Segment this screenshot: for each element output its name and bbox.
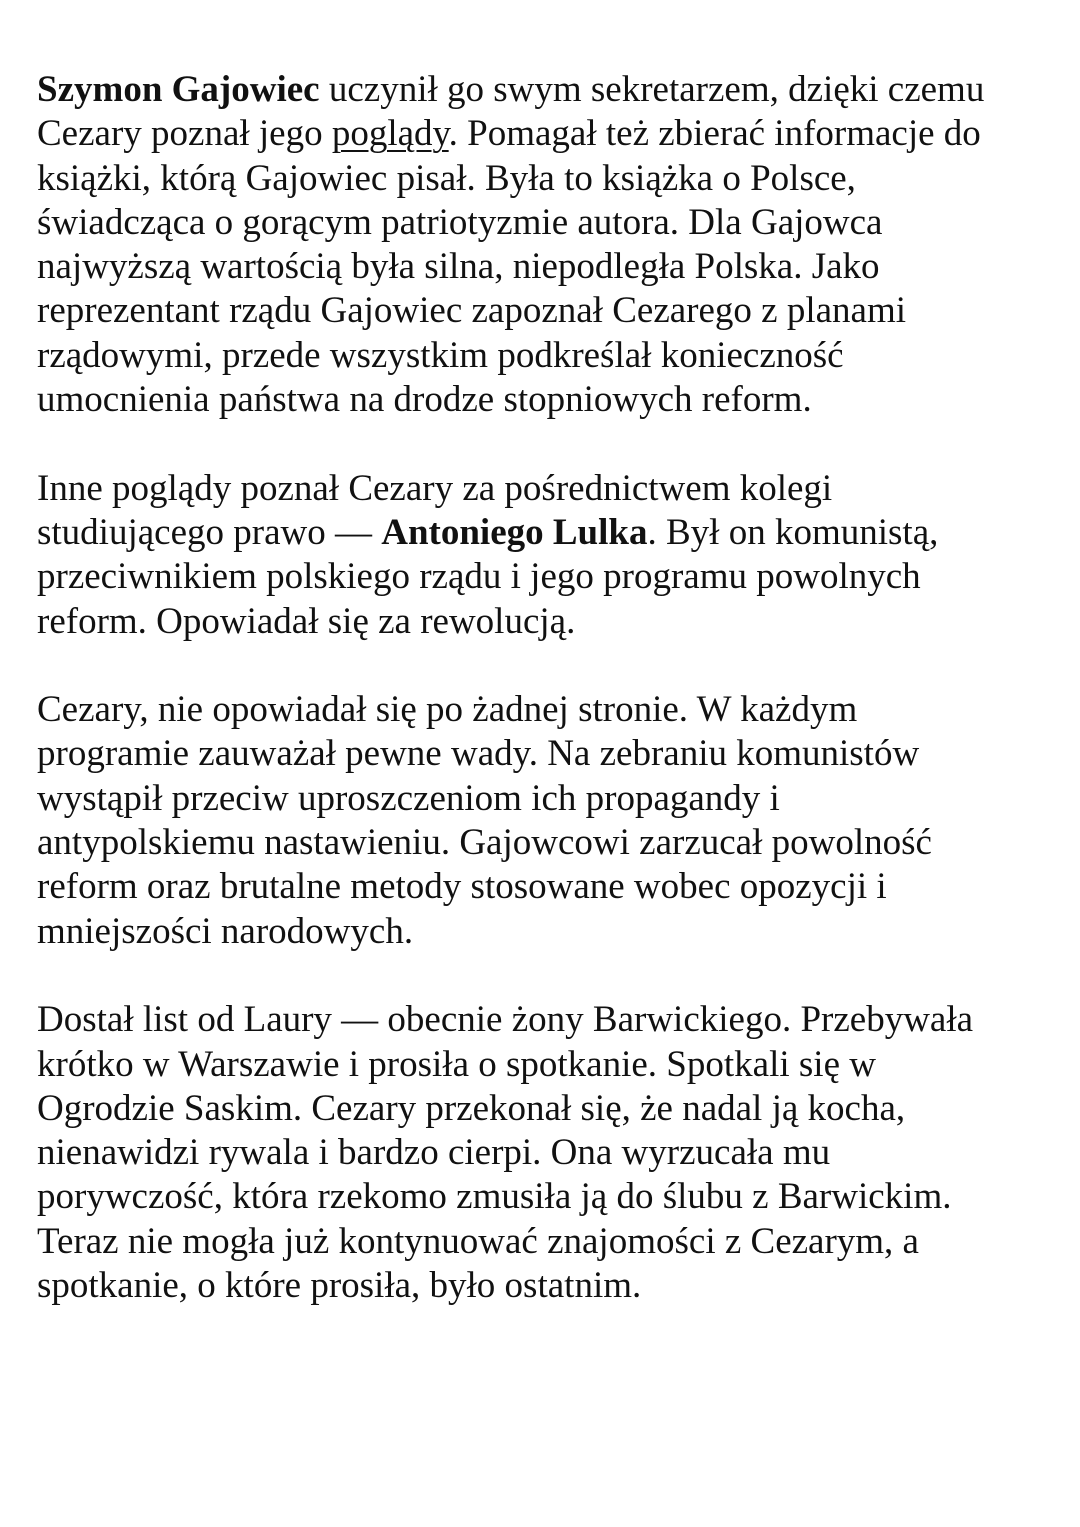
text-line [37,334,1047,378]
text-segment: reform oraz brutalne metody stosowane wobec opozycji i [37,866,887,908]
text-line [37,1043,1047,1087]
text-segment: spotkanie, o które prosiła, było ostatnim. [37,1265,642,1307]
text-segment: świadcząca o gorącym patriotyzmie autora. Dla Gajowca [37,201,883,243]
text-segment: Teraz nie mogła już kontynuować znajomości z Cezarym, a [37,1220,919,1262]
text-segment: porywczość, która rzekomo zmusiła ją do ślubu z Barwickim. [37,1176,952,1218]
text-line [37,1264,1047,1308]
text-line [37,1131,1047,1175]
text-line [37,821,1047,865]
text-line [37,68,1047,112]
text-line [37,112,1047,156]
text-line [37,1175,1047,1219]
text-segment: Dostał list od Laury — obecnie żony Barwickiego. Przebywała [37,999,974,1041]
text-segment: nienawidzi rywala i bardzo cierpi. Ona wyrzucała mu [37,1132,831,1174]
text-line [37,1220,1047,1264]
text-segment: krótko w Warszawie i prosiła o spotkanie. Spotkali się w [37,1043,876,1085]
bold-name: Szymon Gajowiec [37,69,320,110]
text-segment: studiującego prawo — [37,511,382,553]
text-segment: Cezary, nie opowiadał się po żadnej stronie. W każdym [37,689,858,731]
text-segment: reform. Opowiadał się za rewolucją. [37,600,576,642]
text-line [37,157,1047,201]
text-segment: . Pomagał też zbierać informacje do [448,113,981,155]
text-segment: książki, którą Gajowiec pisał. Była to książka o Polsce, [37,157,856,199]
text-segment: Cezary poznał jego [37,113,332,155]
text-line [37,688,1047,732]
text-line [37,555,1047,599]
paragraph [37,467,1047,644]
text-segment: antypolskiemu nastawieniu. Gajowcowi zarzucał powolność [37,822,932,864]
text-segment: wystąpił przeciw uproszczeniom ich propagandy i [37,777,780,819]
text-line [37,511,1047,555]
document-page [37,68,1047,1308]
text-segment: uczynił go swym sekretarzem, dzięki czemu [319,69,985,110]
paragraph [37,688,1047,954]
text-segment: programie zauważał pewne wady. Na zebraniu komunistów [37,733,920,775]
text-segment: rządowymi, przede wszystkim podkreślał konieczność [37,334,844,376]
text-line [37,289,1047,333]
text-line [37,732,1047,776]
paragraph [37,998,1047,1308]
text-segment: Inne poglądy poznał Cezary za pośrednictwem kolegi [37,467,833,509]
text-line [37,998,1047,1042]
text-line [37,378,1047,422]
paragraph [37,68,1047,422]
text-line [37,910,1047,954]
poglady-link[interactable]: poglądy [331,113,449,155]
text-line [37,201,1047,245]
text-line [37,467,1047,511]
text-segment: najwyższą wartością była silna, niepodległa Polska. Jako [37,246,880,288]
text-line [37,865,1047,909]
text-line [37,1087,1047,1131]
text-line [37,245,1047,289]
bold-name: Antoniego Lulka [381,511,648,553]
text-segment: . Był on komunistą, [647,511,939,553]
text-line [37,600,1047,644]
text-segment: Ogrodzie Saskim. Cezary przekonał się, że nadal ją kocha, [37,1087,906,1129]
text-segment: przeciwnikiem polskiego rządu i jego programu powolnych [37,556,921,598]
text-line [37,777,1047,821]
text-segment: mniejszości narodowych. [37,910,414,952]
text-segment: reprezentant rządu Gajowiec zapoznał Cezarego z planami [37,290,907,332]
text-segment: umocnienia państwa na drodze stopniowych reform. [37,379,812,421]
